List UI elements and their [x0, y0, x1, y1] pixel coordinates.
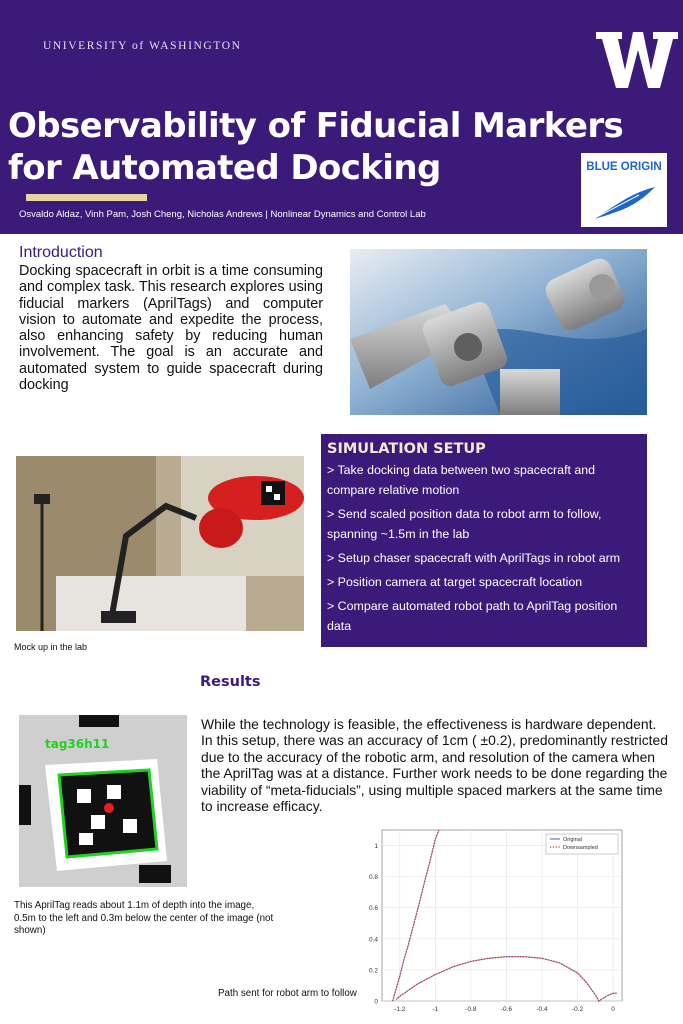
simulation-step: > Take docking data between two spacecraft and compare relative motion [327, 463, 596, 497]
university-wordmark: UNIVERSITY of WASHINGTON [43, 40, 242, 52]
lab-photo-caption: Mock up in the lab [14, 642, 88, 652]
simulation-setup-heading: SIMULATION SETUP [327, 441, 486, 457]
simulation-step: > Setup chaser spacecraft with AprilTags in robot arm [327, 551, 621, 565]
author-list: Osvaldo Aldaz, Vinh Pam, Josh Cheng, Nicholas Andrews | Nonlinear Dynamics and Control Lab [19, 209, 426, 220]
blue-origin-logo-text: BLUE ORIGIN [586, 161, 662, 173]
simulation-setup-panel [321, 434, 647, 647]
y-tick-label: 0.8 [368, 874, 378, 882]
results-heading: Results [200, 674, 261, 690]
y-tick-label: 1 [374, 843, 378, 851]
introduction-body: Docking spacecraft in orbit is a time consuming and complex task. This research explores using fiducial markers (AprilTags) and computer vision to automate and expedite the process, also enhancing safety by reducing human involvement. The goal is an accurate and automated system to guide spacecraft during docking [19, 263, 323, 394]
uw-w-logo-icon [596, 30, 678, 90]
x-tick-label: -0.4 [536, 1006, 548, 1013]
y-tick-label: 0.4 [368, 936, 378, 944]
x-tick-label: -0.6 [500, 1006, 513, 1013]
introduction-heading: Introduction [19, 244, 103, 261]
apriltag-family-label: tag36h11 [45, 737, 110, 751]
simulation-step: > Compare automated robot path to AprilTag position data [327, 599, 618, 633]
simulation-step: > Position camera at target spacecraft location [327, 575, 583, 589]
lab-mockup-illustration [16, 456, 304, 631]
spacecraft-docking-photo [350, 249, 647, 415]
blue-origin-logo [581, 153, 667, 227]
x-tick-label: -1.2 [394, 1006, 406, 1013]
spacecraft-docking-illustration [350, 249, 647, 415]
plot-area [382, 830, 622, 1001]
poster-title [8, 105, 623, 189]
x-tick-label: -0.2 [571, 1006, 584, 1013]
y-tick-label: 0.2 [368, 967, 378, 975]
blue-origin-feather-icon [589, 183, 659, 223]
gold-accent-bar [26, 194, 147, 201]
x-tick-label: -1 [432, 1006, 439, 1013]
x-tick-label: -0.8 [465, 1006, 477, 1013]
poster-title-line-1: Observability of Fiducial Markers [8, 106, 624, 146]
poster-title-line-2: for Automated Docking [8, 148, 441, 188]
x-tick-label: 0 [611, 1006, 615, 1013]
robot-path-chart [360, 826, 632, 1024]
apriltag-caption: This AprilTag reads about 1.1m of depth into the image, 0.5m to the left and 0.3m below the center of the image (not shown) [14, 900, 274, 937]
legend-label: Original [563, 837, 582, 843]
poster-header [0, 0, 683, 234]
simulation-step: > Send scaled position data to robot arm to follow, spanning ~1.5m in the lab [327, 507, 602, 541]
plot-caption: Path sent for robot arm to follow [218, 988, 357, 999]
apriltag-detection-illustration [19, 715, 187, 887]
y-tick-label: 0.6 [368, 905, 378, 913]
apriltag-detection-photo [19, 715, 187, 887]
y-tick-label: 0 [374, 998, 378, 1006]
legend-box [546, 834, 618, 854]
results-body: While the technology is feasible, the effectiveness is hardware dependent. In this setup, there was an accuracy of 1cm ( ±0.2), predominantly restricted due to the accuracy of the robotic arm, and resolution of the camera when the AprilTag was at a distance. Further work needs to be done regarding the viability of “meta-fiducials”, using multiple spaced markers at the same time to increase efficacy. [201, 716, 668, 815]
lab-mockup-photo [16, 456, 304, 631]
legend-label: Downsampled [563, 845, 598, 851]
